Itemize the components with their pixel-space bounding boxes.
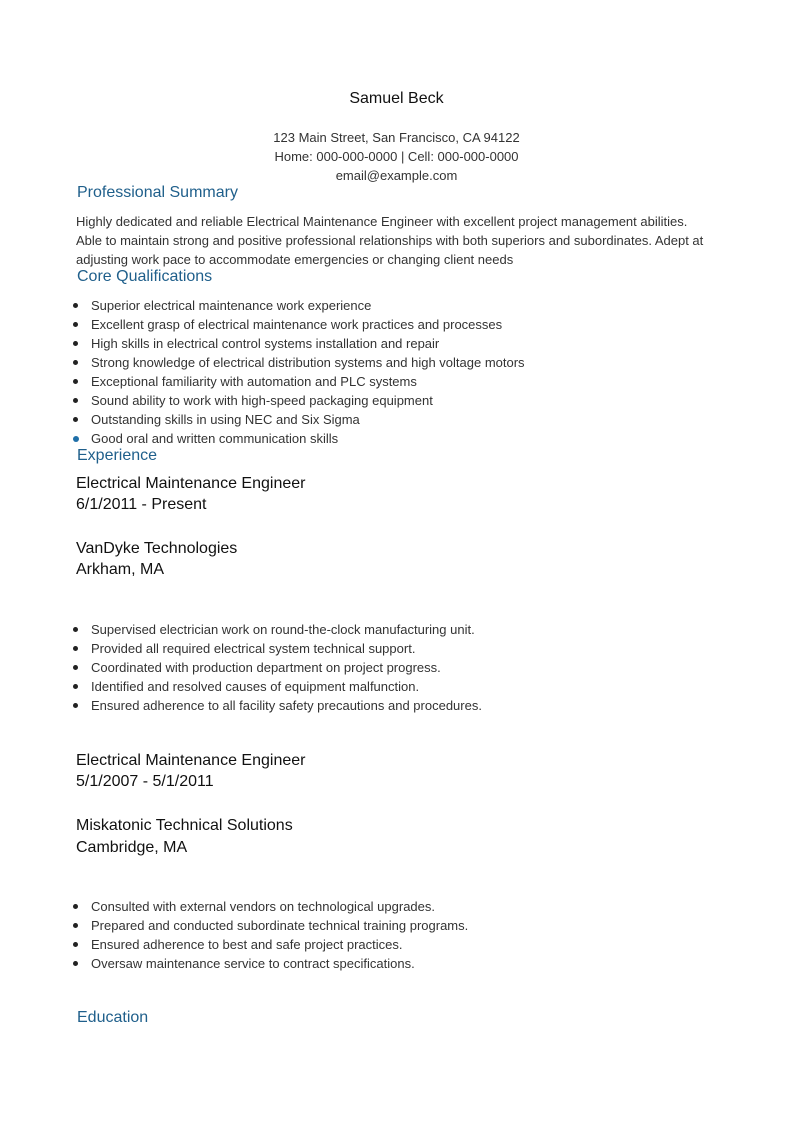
section-title-summary: Professional Summary	[77, 184, 238, 201]
list-item-text: Superior electrical maintenance work experience	[91, 298, 372, 313]
bullet-icon	[73, 703, 78, 708]
list-item	[76, 372, 716, 391]
bullet-icon	[73, 665, 78, 670]
bullet-icon	[73, 627, 78, 632]
bullet-icon	[73, 646, 78, 651]
summary-text: Highly dedicated and reliable Electrical Maintenance Engineer with excellent project management abilities. Able to maintain strong and positive professional relationships with both superiors and subordinates. Adept at adjusting work pace to accommodate emergencies or changing client needs	[76, 214, 704, 267]
list-item-text: Oversaw maintenance service to contract specifications.	[91, 956, 415, 971]
list-item-text: Consulted with external vendors on technological upgrades.	[91, 899, 435, 914]
list-item-text: Outstanding skills in using NEC and Six Sigma	[91, 412, 360, 427]
list-item-text: Prepared and conducted subordinate technical training programs.	[91, 918, 469, 933]
job-dates: 5/1/2007 - 5/1/2011	[76, 773, 214, 790]
list-item-text: Exceptional familiarity with automation and PLC systems	[91, 374, 417, 389]
list-item-text: Provided all required electrical system technical support.	[91, 641, 416, 656]
list-item-text: Excellent grasp of electrical maintenance work practices and processes	[91, 317, 503, 332]
bullet-icon	[73, 398, 78, 403]
list-item	[76, 410, 716, 429]
job-location: Arkham, MA	[76, 561, 165, 578]
bullet-icon	[73, 322, 78, 327]
candidate-name: Samuel Beck	[349, 90, 444, 107]
list-item	[76, 658, 716, 677]
job-dates: 6/1/2011 - Present	[76, 496, 207, 513]
job-role: Electrical Maintenance Engineer	[76, 752, 306, 769]
bullet-icon	[73, 417, 78, 422]
list-item	[76, 296, 716, 315]
bullet-icon	[73, 923, 78, 928]
list-item	[76, 639, 716, 658]
bullet-icon	[73, 942, 78, 947]
job-location: Cambridge, MA	[76, 839, 188, 856]
qualifications-list	[76, 296, 716, 448]
bullet-icon	[73, 961, 78, 966]
list-item	[76, 916, 716, 935]
section-title-education: Education	[77, 1009, 149, 1026]
list-item-text: Sound ability to work with high-speed packaging equipment	[91, 393, 433, 408]
job-duties-list	[76, 620, 716, 715]
job-company: VanDyke Technologies	[76, 540, 238, 557]
list-item-text: High skills in electrical control systems installation and repair	[91, 336, 440, 351]
job-duties-list	[76, 897, 716, 973]
bullet-icon	[73, 436, 79, 442]
phone-numbers: Home: 000-000-0000 | Cell: 000-000-0000	[274, 149, 519, 164]
bullet-icon	[73, 303, 78, 308]
list-item	[76, 391, 716, 410]
list-item	[76, 334, 716, 353]
list-item	[76, 935, 716, 954]
email-address: email@example.com	[335, 168, 458, 183]
section-title-experience: Experience	[77, 447, 158, 464]
bullet-icon	[73, 684, 78, 689]
section-title-qualifications: Core Qualifications	[77, 268, 213, 285]
list-item-text: Ensured adherence to all facility safety precautions and procedures.	[91, 698, 482, 713]
list-item-text: Strong knowledge of electrical distribution systems and high voltage motors	[91, 355, 525, 370]
bullet-icon	[73, 904, 78, 909]
list-item-text: Supervised electrician work on round-the-clock manufacturing unit.	[91, 622, 475, 637]
list-item	[76, 315, 716, 334]
bullet-icon	[73, 360, 78, 365]
list-item	[76, 620, 716, 639]
list-item-text: Identified and resolved causes of equipment malfunction.	[91, 679, 420, 694]
list-item-text: Ensured adherence to best and safe project practices.	[91, 937, 403, 952]
job-company: Miskatonic Technical Solutions	[76, 817, 293, 834]
list-item	[76, 677, 716, 696]
job-role: Electrical Maintenance Engineer	[76, 475, 306, 492]
list-item-text: Coordinated with production department on project progress.	[91, 660, 441, 675]
bullet-icon	[73, 379, 78, 384]
list-item	[76, 897, 716, 916]
list-item-text: Good oral and written communication skills	[91, 431, 339, 446]
address: 123 Main Street, San Francisco, CA 94122	[273, 130, 520, 145]
list-item	[76, 353, 716, 372]
list-item	[76, 429, 716, 448]
list-item	[76, 954, 716, 973]
list-item	[76, 696, 716, 715]
bullet-icon	[73, 341, 78, 346]
